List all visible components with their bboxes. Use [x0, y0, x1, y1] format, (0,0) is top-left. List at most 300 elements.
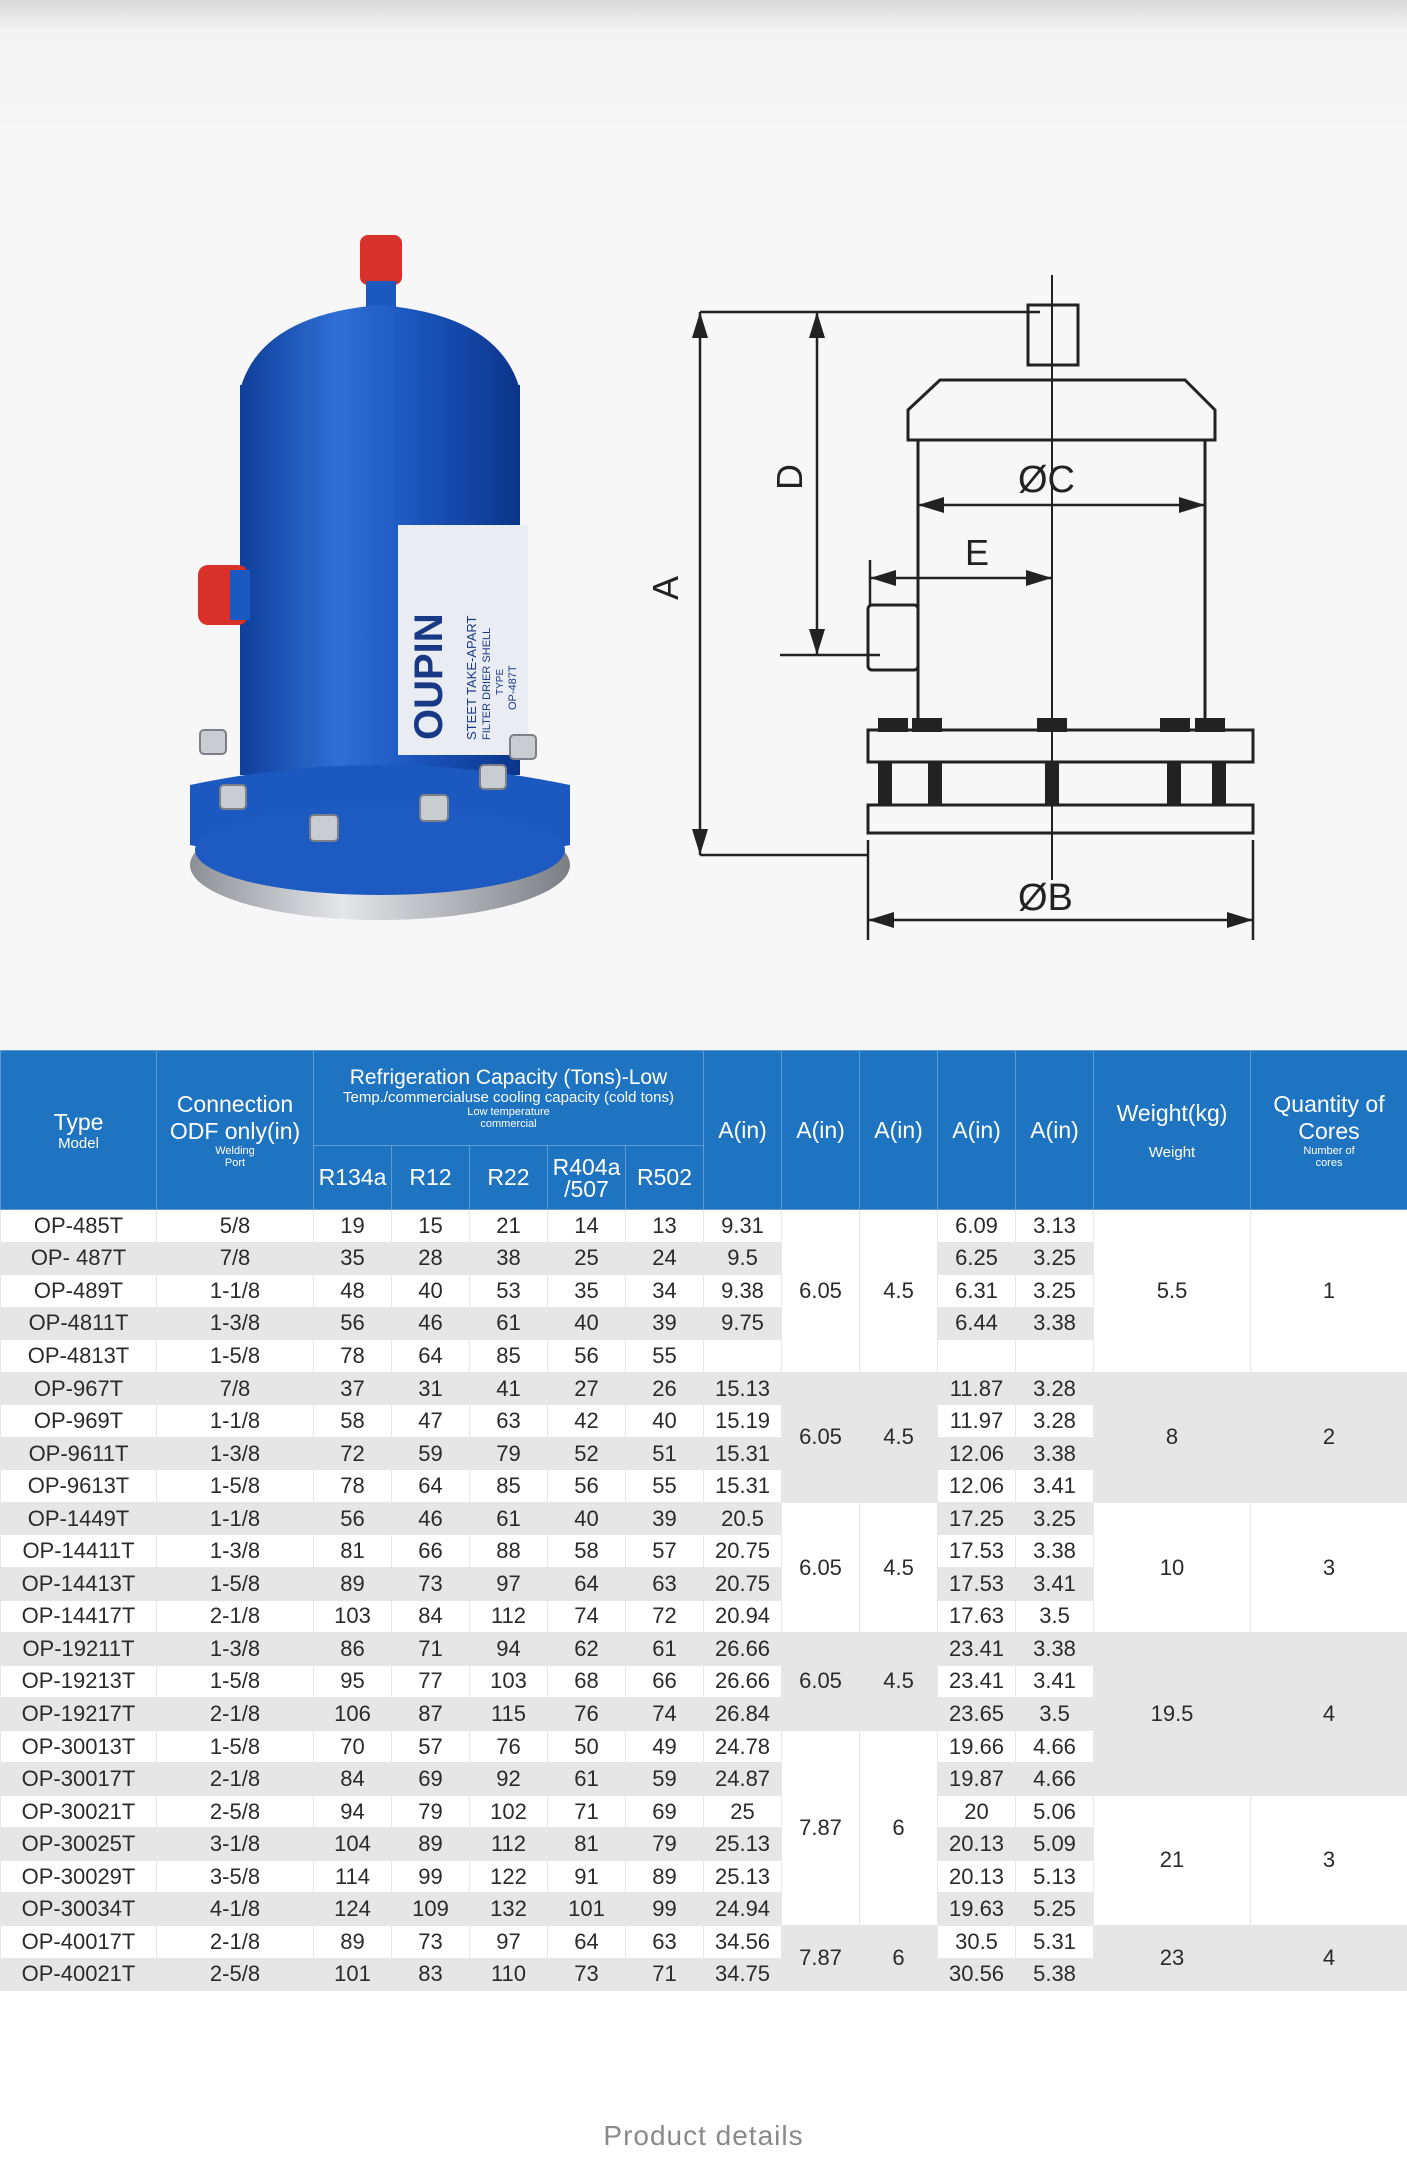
cell-conn: 2-5/8: [157, 1958, 314, 1991]
cell-a2: 6.05: [782, 1633, 860, 1731]
cell-conn: 1-3/8: [157, 1535, 314, 1568]
cell-r12: 83: [392, 1958, 470, 1991]
label-model: OP-487T: [507, 665, 519, 710]
product-label: [398, 525, 528, 755]
cell-r404a: 56: [548, 1340, 626, 1373]
cell-r502: 71: [626, 1958, 704, 1991]
cell-weight: 10: [1094, 1502, 1251, 1632]
cell-conn: 1-5/8: [157, 1568, 314, 1601]
cell-r134a: 89: [314, 1568, 392, 1601]
cell-a1: 34.56: [704, 1926, 782, 1959]
cell-a1: 15.31: [704, 1470, 782, 1503]
cell-model: OP-485T: [1, 1210, 157, 1243]
cell-a1: 20.5: [704, 1502, 782, 1535]
cell-r22: 110: [470, 1958, 548, 1991]
cell-cores: 4: [1251, 1633, 1407, 1796]
cell-r22: 115: [470, 1698, 548, 1731]
cell-r12: 89: [392, 1828, 470, 1861]
cell-r404a: 56: [548, 1470, 626, 1503]
header-r404a: R404a /507: [548, 1146, 626, 1210]
cell-r134a: 48: [314, 1275, 392, 1308]
cell-r12: 40: [392, 1275, 470, 1308]
cell-r134a: 104: [314, 1828, 392, 1861]
cell-a5: 3.38: [1016, 1633, 1094, 1666]
cell-model: OP-4813T: [1, 1340, 157, 1373]
spec-table-body: [1, 1210, 1407, 1991]
cell-a1: 26.84: [704, 1698, 782, 1731]
cell-r404a: 68: [548, 1665, 626, 1698]
cell-r404a: 58: [548, 1535, 626, 1568]
header-type: Type Model: [1, 1051, 157, 1210]
cell-r134a: 78: [314, 1470, 392, 1503]
cell-r404a: 71: [548, 1795, 626, 1828]
spec-table: [0, 1050, 1407, 1991]
cell-model: OP-30025T: [1, 1828, 157, 1861]
cell-r12: 47: [392, 1405, 470, 1438]
cell-model: OP-30034T: [1, 1893, 157, 1926]
cell-a1: 9.75: [704, 1307, 782, 1340]
cell-conn: 1-1/8: [157, 1275, 314, 1308]
cell-conn: 1-3/8: [157, 1307, 314, 1340]
cell-cores: 4: [1251, 1926, 1407, 1991]
cell-a4: 17.53: [938, 1535, 1016, 1568]
cell-r12: 57: [392, 1730, 470, 1763]
cell-a4: 17.53: [938, 1568, 1016, 1601]
cell-conn: 2-1/8: [157, 1698, 314, 1731]
cell-r502: 26: [626, 1372, 704, 1405]
cell-r12: 69: [392, 1763, 470, 1796]
cell-a5: 3.38: [1016, 1307, 1094, 1340]
cell-r22: 41: [470, 1372, 548, 1405]
cell-a5: 5.13: [1016, 1860, 1094, 1893]
cell-r22: 92: [470, 1763, 548, 1796]
cell-conn: 1-3/8: [157, 1633, 314, 1666]
cell-conn: 7/8: [157, 1372, 314, 1405]
cell-r502: 34: [626, 1275, 704, 1308]
cell-a4: 11.87: [938, 1372, 1016, 1405]
cell-r12: 73: [392, 1926, 470, 1959]
cell-r502: 63: [626, 1926, 704, 1959]
cell-a2: 7.87: [782, 1926, 860, 1991]
cell-conn: 1-1/8: [157, 1502, 314, 1535]
cell-r502: 63: [626, 1568, 704, 1601]
cell-a2: 7.87: [782, 1730, 860, 1925]
top-shadow-band: [0, 0, 1407, 125]
cell-conn: 1-5/8: [157, 1730, 314, 1763]
cell-conn: 1-5/8: [157, 1340, 314, 1373]
cell-a4: 11.97: [938, 1405, 1016, 1438]
cell-a4: 12.06: [938, 1470, 1016, 1503]
cell-model: OP-489T: [1, 1275, 157, 1308]
cell-model: OP-30021T: [1, 1795, 157, 1828]
cell-r22: 122: [470, 1860, 548, 1893]
cell-a1: 9.31: [704, 1210, 782, 1243]
cell-r12: 64: [392, 1340, 470, 1373]
cell-r12: 31: [392, 1372, 470, 1405]
cell-r134a: 37: [314, 1372, 392, 1405]
cell-a1: 15.19: [704, 1405, 782, 1438]
cell-r12: 79: [392, 1795, 470, 1828]
cell-a1: 15.31: [704, 1437, 782, 1470]
cell-r502: 55: [626, 1340, 704, 1373]
table-row: [1, 1502, 1407, 1535]
cell-a4: 6.25: [938, 1242, 1016, 1275]
cell-a5: 3.41: [1016, 1470, 1094, 1503]
cell-r502: 24: [626, 1242, 704, 1275]
cell-a5: 3.41: [1016, 1665, 1094, 1698]
cell-r12: 46: [392, 1307, 470, 1340]
cell-a4: 19.63: [938, 1893, 1016, 1926]
cell-r502: 99: [626, 1893, 704, 1926]
cell-r502: 74: [626, 1698, 704, 1731]
cell-model: OP-19213T: [1, 1665, 157, 1698]
cell-r22: 79: [470, 1437, 548, 1470]
cell-a4: 6.31: [938, 1275, 1016, 1308]
cell-model: OP-19217T: [1, 1698, 157, 1731]
cell-r22: 97: [470, 1568, 548, 1601]
cell-r134a: 101: [314, 1958, 392, 1991]
cell-model: OP-969T: [1, 1405, 157, 1438]
cell-r22: 88: [470, 1535, 548, 1568]
cell-model: OP-19211T: [1, 1633, 157, 1666]
cell-weight: 5.5: [1094, 1210, 1251, 1373]
cell-a5: 3.25: [1016, 1242, 1094, 1275]
cell-r12: 15: [392, 1210, 470, 1243]
cell-r502: 55: [626, 1470, 704, 1503]
cell-r404a: 64: [548, 1568, 626, 1601]
cell-a3: 4.5: [860, 1210, 938, 1373]
cell-conn: 2-1/8: [157, 1600, 314, 1633]
cell-a5: [1016, 1340, 1094, 1373]
cell-r404a: 101: [548, 1893, 626, 1926]
cell-model: OP-14417T: [1, 1600, 157, 1633]
cell-r12: 28: [392, 1242, 470, 1275]
cell-a4: 20: [938, 1795, 1016, 1828]
cell-a1: 34.75: [704, 1958, 782, 1991]
table-row: [1, 1372, 1407, 1405]
cell-r502: 40: [626, 1405, 704, 1438]
cell-a4: [938, 1340, 1016, 1373]
cell-a5: 5.38: [1016, 1958, 1094, 1991]
cell-a3: 6: [860, 1926, 938, 1991]
dimension-diagram: [640, 260, 1290, 960]
cell-model: OP-1449T: [1, 1502, 157, 1535]
cell-r12: 87: [392, 1698, 470, 1731]
cell-r502: 39: [626, 1502, 704, 1535]
cell-r502: 13: [626, 1210, 704, 1243]
label-line2: FILTER DRIER SHELL: [481, 627, 493, 740]
cell-r12: 66: [392, 1535, 470, 1568]
cell-r134a: 81: [314, 1535, 392, 1568]
cell-a5: 3.41: [1016, 1568, 1094, 1601]
header-r22: R22: [470, 1146, 548, 1210]
cell-a5: 5.31: [1016, 1926, 1094, 1959]
cell-a5: 3.25: [1016, 1275, 1094, 1308]
cell-weight: 8: [1094, 1372, 1251, 1502]
cell-r134a: 72: [314, 1437, 392, 1470]
cell-model: OP-30017T: [1, 1763, 157, 1796]
cell-a1: 25: [704, 1795, 782, 1828]
cell-r12: 73: [392, 1568, 470, 1601]
cell-r134a: 86: [314, 1633, 392, 1666]
product-details-caption: Product details: [603, 2120, 804, 2151]
cell-a5: 3.38: [1016, 1535, 1094, 1568]
cell-r134a: 95: [314, 1665, 392, 1698]
header-a4: A(in): [938, 1051, 1016, 1210]
cell-a1: 25.13: [704, 1828, 782, 1861]
cell-conn: 2-1/8: [157, 1763, 314, 1796]
cell-conn: 5/8: [157, 1210, 314, 1243]
cell-r134a: 84: [314, 1763, 392, 1796]
header-capacity: Refrigeration Capacity (Tons)-Low Temp./commercialuse cooling capacity (cold tons) Low temperature commercial: [314, 1051, 704, 1146]
cell-r22: 38: [470, 1242, 548, 1275]
spec-table-container: [0, 1050, 1407, 1995]
cell-r404a: 74: [548, 1600, 626, 1633]
cell-a2: 6.05: [782, 1372, 860, 1502]
cell-a4: 30.56: [938, 1958, 1016, 1991]
cell-model: OP-30029T: [1, 1860, 157, 1893]
header-connection: Connection ODF only(in) Welding Port: [157, 1051, 314, 1210]
cell-r12: 71: [392, 1633, 470, 1666]
cell-r134a: 58: [314, 1405, 392, 1438]
cell-a4: 23.41: [938, 1665, 1016, 1698]
header-r502: R502: [626, 1146, 704, 1210]
table-row: [1, 1795, 1407, 1828]
cell-r134a: 70: [314, 1730, 392, 1763]
cell-conn: 1-5/8: [157, 1470, 314, 1503]
cell-r502: 69: [626, 1795, 704, 1828]
cell-r22: 85: [470, 1340, 548, 1373]
cell-conn: 7/8: [157, 1242, 314, 1275]
cell-r22: 132: [470, 1893, 548, 1926]
cell-r12: 77: [392, 1665, 470, 1698]
cell-conn: 1-1/8: [157, 1405, 314, 1438]
cell-a5: 3.5: [1016, 1698, 1094, 1731]
cell-conn: 1-3/8: [157, 1437, 314, 1470]
header-weight: Weight(kg) Weight: [1094, 1051, 1251, 1210]
dim-c-label: ØC: [1018, 459, 1075, 501]
cell-r22: 61: [470, 1307, 548, 1340]
cell-r404a: 40: [548, 1307, 626, 1340]
cell-r502: 57: [626, 1535, 704, 1568]
cell-model: OP-9611T: [1, 1437, 157, 1470]
cell-r404a: 62: [548, 1633, 626, 1666]
cell-r404a: 52: [548, 1437, 626, 1470]
cell-a4: 19.87: [938, 1763, 1016, 1796]
cell-r134a: 106: [314, 1698, 392, 1731]
cell-a3: 6: [860, 1730, 938, 1925]
label-line1: STEET TAKE-APART: [464, 615, 479, 740]
cell-a4: 17.25: [938, 1502, 1016, 1535]
cell-r22: 76: [470, 1730, 548, 1763]
cell-a1: 24.94: [704, 1893, 782, 1926]
cell-r404a: 35: [548, 1275, 626, 1308]
header-a1: A(in): [704, 1051, 782, 1210]
cell-a5: 5.06: [1016, 1795, 1094, 1828]
cell-r12: 109: [392, 1893, 470, 1926]
cell-r22: 103: [470, 1665, 548, 1698]
cell-r404a: 27: [548, 1372, 626, 1405]
cell-a4: 23.65: [938, 1698, 1016, 1731]
cell-model: OP-40017T: [1, 1926, 157, 1959]
cell-r404a: 25: [548, 1242, 626, 1275]
cell-a1: 20.94: [704, 1600, 782, 1633]
cell-r404a: 40: [548, 1502, 626, 1535]
cell-model: OP- 487T: [1, 1242, 157, 1275]
cell-r404a: 76: [548, 1698, 626, 1731]
cell-weight: 21: [1094, 1795, 1251, 1925]
cell-r134a: 56: [314, 1502, 392, 1535]
cell-a4: 6.44: [938, 1307, 1016, 1340]
cell-r22: 53: [470, 1275, 548, 1308]
cell-a5: 3.38: [1016, 1437, 1094, 1470]
dim-a-label: A: [645, 575, 686, 600]
cell-r502: 66: [626, 1665, 704, 1698]
cell-model: OP-30013T: [1, 1730, 157, 1763]
cell-a1: 9.38: [704, 1275, 782, 1308]
dim-b-label: ØB: [1018, 877, 1073, 919]
table-row: [1, 1210, 1407, 1243]
header-cores: Quantity of Cores Number of cores: [1251, 1051, 1407, 1210]
cell-a1: 26.66: [704, 1633, 782, 1666]
cell-a2: 6.05: [782, 1210, 860, 1373]
header-a3: A(in): [860, 1051, 938, 1210]
cell-r404a: 42: [548, 1405, 626, 1438]
cell-r502: 39: [626, 1307, 704, 1340]
cell-cores: 3: [1251, 1795, 1407, 1925]
cell-a5: 4.66: [1016, 1730, 1094, 1763]
cell-a5: 3.13: [1016, 1210, 1094, 1243]
cell-r12: 59: [392, 1437, 470, 1470]
cell-r404a: 73: [548, 1958, 626, 1991]
cell-a4: 12.06: [938, 1437, 1016, 1470]
cell-cores: 3: [1251, 1502, 1407, 1632]
cell-r22: 85: [470, 1470, 548, 1503]
cell-r404a: 50: [548, 1730, 626, 1763]
cell-cores: 2: [1251, 1372, 1407, 1502]
cell-r134a: 103: [314, 1600, 392, 1633]
dim-e-label: E: [965, 532, 990, 573]
cell-weight: 23: [1094, 1926, 1251, 1991]
cell-r502: 79: [626, 1828, 704, 1861]
cell-a4: 20.13: [938, 1860, 1016, 1893]
cell-r502: 72: [626, 1600, 704, 1633]
cell-conn: 3-1/8: [157, 1828, 314, 1861]
cell-r22: 102: [470, 1795, 548, 1828]
cell-model: OP-14413T: [1, 1568, 157, 1601]
cell-a1: 9.5: [704, 1242, 782, 1275]
cell-a1: 26.66: [704, 1665, 782, 1698]
table-row: [1, 1926, 1407, 1959]
cell-a2: 6.05: [782, 1502, 860, 1632]
cell-r22: 63: [470, 1405, 548, 1438]
cell-a5: 3.5: [1016, 1600, 1094, 1633]
cell-weight: 19.5: [1094, 1633, 1251, 1796]
cell-a5: 4.66: [1016, 1763, 1094, 1796]
cell-conn: 3-5/8: [157, 1860, 314, 1893]
cell-model: OP-4811T: [1, 1307, 157, 1340]
cell-conn: 2-1/8: [157, 1926, 314, 1959]
cell-r134a: 114: [314, 1860, 392, 1893]
cell-r502: 59: [626, 1763, 704, 1796]
cell-a1: 24.87: [704, 1763, 782, 1796]
cell-r404a: 81: [548, 1828, 626, 1861]
cell-a1: 15.13: [704, 1372, 782, 1405]
table-row: [1, 1633, 1407, 1666]
cell-a3: 4.5: [860, 1633, 938, 1731]
product-illustration: [180, 225, 600, 985]
cell-r134a: 94: [314, 1795, 392, 1828]
cell-r22: 61: [470, 1502, 548, 1535]
cell-model: OP-14411T: [1, 1535, 157, 1568]
cell-a4: 20.13: [938, 1828, 1016, 1861]
cell-a4: 17.63: [938, 1600, 1016, 1633]
cell-r502: 89: [626, 1860, 704, 1893]
cell-r12: 99: [392, 1860, 470, 1893]
cell-r134a: 89: [314, 1926, 392, 1959]
cell-model: OP-40021T: [1, 1958, 157, 1991]
cell-r12: 46: [392, 1502, 470, 1535]
cell-r22: 21: [470, 1210, 548, 1243]
cell-r404a: 61: [548, 1763, 626, 1796]
cell-r404a: 64: [548, 1926, 626, 1959]
cell-a4: 19.66: [938, 1730, 1016, 1763]
header-a2: A(in): [782, 1051, 860, 1210]
cell-a5: 3.25: [1016, 1502, 1094, 1535]
header-r12: R12: [392, 1146, 470, 1210]
top-cap: [360, 235, 402, 285]
cell-a1: 24.78: [704, 1730, 782, 1763]
cell-r22: 112: [470, 1600, 548, 1633]
cell-r134a: 78: [314, 1340, 392, 1373]
cell-a5: 3.28: [1016, 1372, 1094, 1405]
cell-a3: 4.5: [860, 1502, 938, 1632]
cell-r12: 64: [392, 1470, 470, 1503]
cell-a4: 30.5: [938, 1926, 1016, 1959]
brand-text: OUPIN: [407, 613, 451, 740]
cell-r502: 61: [626, 1633, 704, 1666]
cell-a5: 5.09: [1016, 1828, 1094, 1861]
label-type: TYPE: [495, 668, 506, 695]
cell-r404a: 14: [548, 1210, 626, 1243]
cell-a5: 3.28: [1016, 1405, 1094, 1438]
dim-d-label: D: [769, 464, 810, 490]
cell-a5: 5.25: [1016, 1893, 1094, 1926]
cell-r502: 49: [626, 1730, 704, 1763]
cell-a4: 6.09: [938, 1210, 1016, 1243]
header-a5: A(in): [1016, 1051, 1094, 1210]
header-r134a: R134a: [314, 1146, 392, 1210]
cell-conn: 2-5/8: [157, 1795, 314, 1828]
cell-r12: 84: [392, 1600, 470, 1633]
cell-model: OP-9613T: [1, 1470, 157, 1503]
cell-a1: 20.75: [704, 1535, 782, 1568]
cell-a4: 23.41: [938, 1633, 1016, 1666]
cell-r404a: 91: [548, 1860, 626, 1893]
cell-r502: 51: [626, 1437, 704, 1470]
cell-conn: 4-1/8: [157, 1893, 314, 1926]
cell-r134a: 124: [314, 1893, 392, 1926]
cell-r134a: 19: [314, 1210, 392, 1243]
cell-r134a: 56: [314, 1307, 392, 1340]
cell-a3: 4.5: [860, 1372, 938, 1502]
cell-a1: 20.75: [704, 1568, 782, 1601]
cell-a1: [704, 1340, 782, 1373]
cell-r22: 112: [470, 1828, 548, 1861]
cell-r22: 94: [470, 1633, 548, 1666]
cell-conn: 1-5/8: [157, 1665, 314, 1698]
cell-a1: 25.13: [704, 1860, 782, 1893]
